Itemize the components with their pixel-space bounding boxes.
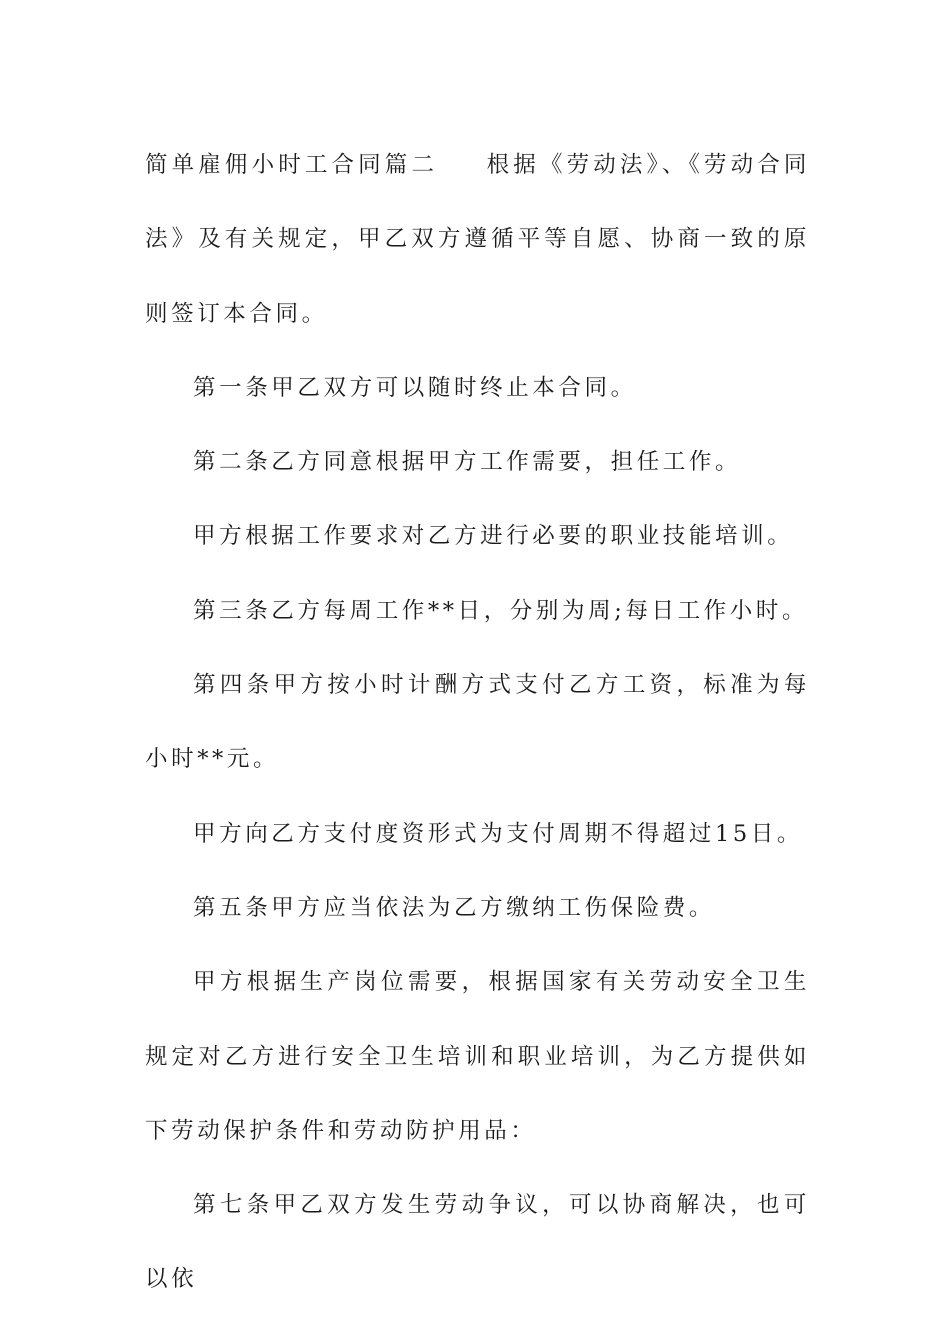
article-5: 第五条甲方应当依法为乙方缴纳工伤保险费。 [193, 894, 716, 921]
paragraph-payment: 甲方向乙方支付度资形式为支付周期不得超过15日。 [193, 820, 804, 847]
article-3: 第三条乙方每周工作**日，分别为周;每日工作小时。 [193, 597, 809, 624]
paragraph-training: 甲方根据工作要求对乙方进行必要的职业技能培训。 [193, 523, 794, 550]
paragraph-intro [145, 128, 810, 351]
article-2: 第二条乙方同意根据甲方工作需要，担任工作。 [193, 449, 742, 476]
document-body [145, 128, 810, 1317]
article-4: 第四条甲方按小时计酬方式支付乙方工资，标准为每小时**元。 [145, 672, 810, 773]
article-7: 第七条甲乙双方发生劳动争议，可以协商解决，也可以依 [145, 1192, 810, 1293]
paragraph-safety: 甲方根据生产岗位需要，根据国家有关劳动安全卫生规定对乙方进行安全卫生培训和职业培训，为乙方提供如下劳动保护条件和劳动防护用品： [145, 969, 810, 1144]
document-title: 简单雇佣小时工合同篇二 [145, 152, 439, 178]
article-1: 第一条甲乙双方可以随时终止本合同。 [193, 374, 637, 401]
intro-text: 根据《劳动法》、《劳动合同法》及有关规定，甲乙双方遵循平等自愿、协商一致的原则签订本合同。 [145, 152, 810, 327]
